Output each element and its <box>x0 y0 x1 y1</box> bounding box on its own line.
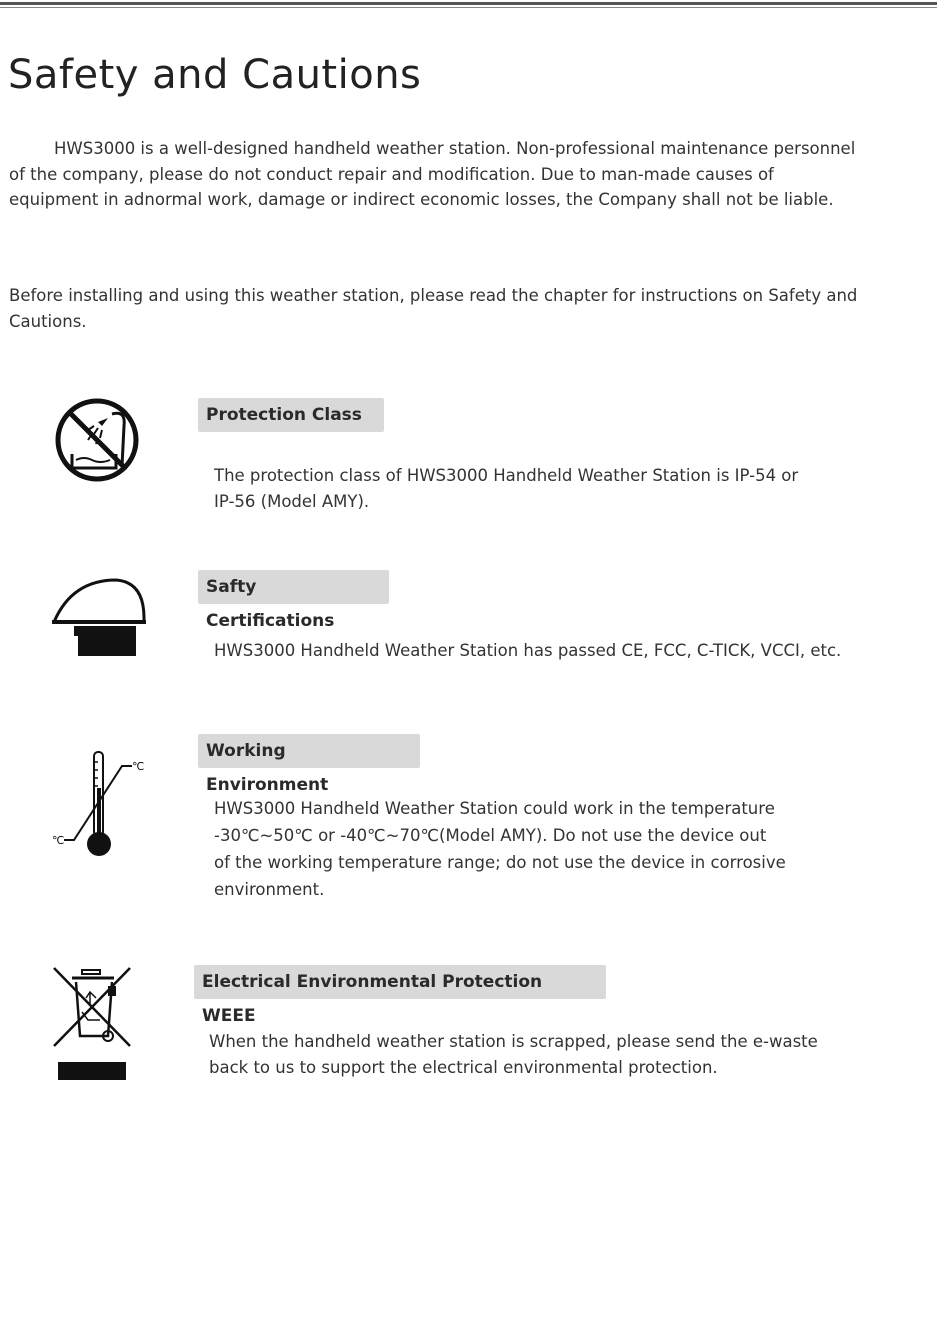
page-title: Safety and Cautions <box>8 52 422 98</box>
thermometer-icon <box>48 748 152 862</box>
intro-paragraph: HWS3000 is a well-designed handheld weather station. Non-professional maintenance personnel of the company, please do not conduct repair and modification. Due to man-made causes of equipment in adnormal work, damage or indirect economic losses, the Company shall not be liable. <box>9 139 856 209</box>
section-text-working-environment: HWS3000 Handheld Weather Station could work in the temperature -30℃~50℃ or -40℃~70℃(Model AMY). Do not use the device out of the working temperature range; do not use the device in corrosive environment. <box>214 799 786 899</box>
section-label-protection-class: Protection Class <box>198 398 384 432</box>
hard-hat-icon <box>50 578 146 658</box>
note-paragraph: Before installing and using this weather station, please read the chapter for instructions on Safety and Cautions. <box>9 286 858 331</box>
thermometer-high-label: ℃ <box>132 760 145 773</box>
weee-crossed-bin-icon <box>52 964 134 1082</box>
section-text-weee: When the handheld weather station is scrapped, please send the e-waste back to us to support the electrical environmental protection. <box>209 1032 818 1077</box>
section-text-safety-certifications: HWS3000 Handheld Weather Station has passed CE, FCC, C-TICK, VCCI, etc. <box>214 641 842 660</box>
top-rule <box>0 2 937 5</box>
section-label-working-environment: Working Environment <box>198 734 420 768</box>
section-label-weee: Electrical Environmental Protection WEEE <box>194 965 606 999</box>
thermometer-low-label: ℃ <box>52 834 65 847</box>
section-label-safety-certifications: Safty Certifications <box>198 570 389 604</box>
top-rule-thin <box>0 7 937 8</box>
no-water-spray-icon <box>54 396 142 484</box>
section-text-protection-class: The protection class of HWS3000 Handheld Weather Station is IP-54 or IP-56 (Model AMY). <box>214 466 799 511</box>
